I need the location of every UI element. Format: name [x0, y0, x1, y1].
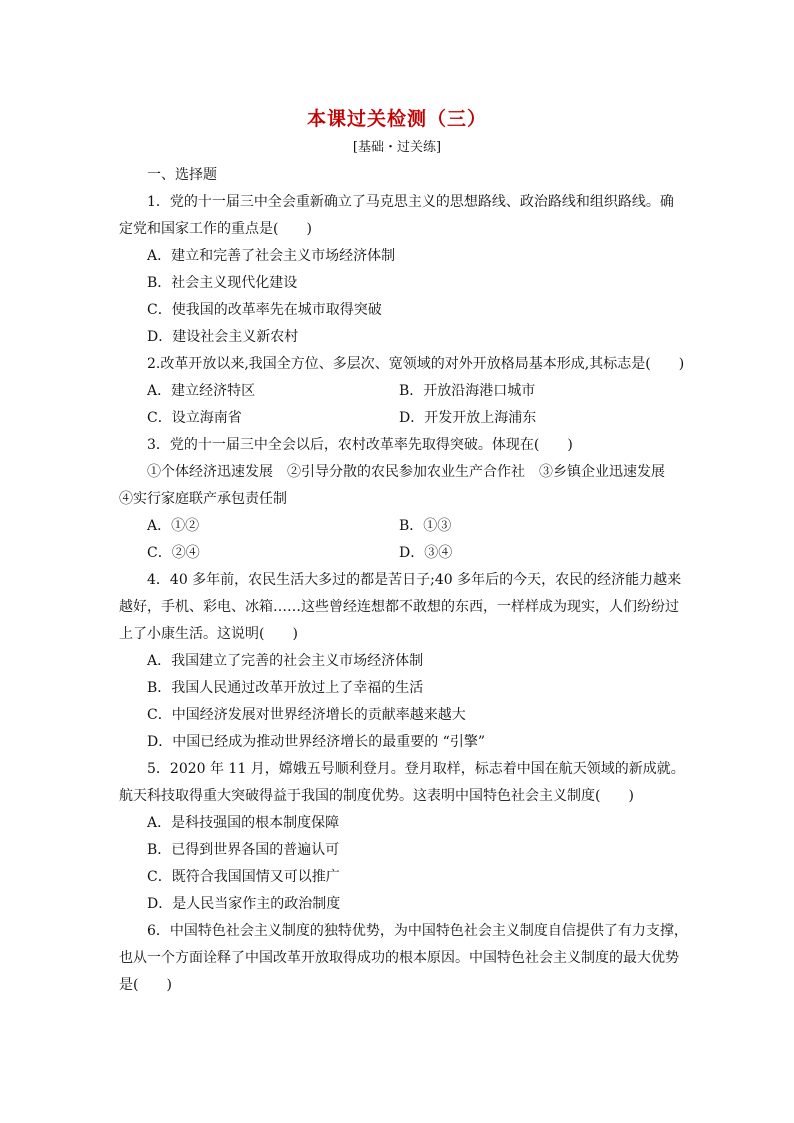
question-4-option-b: B．我国人民通过改革开放过上了幸福的生活 [147, 680, 424, 696]
question-4-option-c: C．中国经济发展对世界经济增长的贡献率越来越大 [147, 707, 466, 723]
question-1-stem-cont: 定党和国家工作的重点是( ) [119, 221, 312, 237]
page-subtitle: [基础・过关练] [352, 140, 442, 155]
question-4-stem-cont-1: 越好，手机、彩电、冰箱……这些曾经连想都不敢想的东西，一样样成为现实，人们纷纷过 [119, 599, 679, 615]
question-3-option-a: A．①② [147, 518, 200, 534]
question-6-stem-cont-2: 是( ) [119, 977, 172, 993]
question-3-statements: ①个体经济迅速发展 ②引导分散的农民参加农业生产合作社 ③乡镇企业迅速发展 [147, 464, 665, 480]
question-5-stem: 5．2020 年 11 月，嫦娥五号顺利登月。登月取样，标志着中国在航天领域的新成就。 [147, 761, 685, 777]
question-1-option-b: B．社会主义现代化建设 [147, 275, 298, 291]
question-3-statements-cont: ④实行家庭联产承包责任制 [119, 491, 287, 507]
question-1-stem: 1．党的十一届三中全会重新确立了马克思主义的思想路线、政治路线和组织路线。确 [147, 194, 674, 210]
question-2-option-a: A．建立经济特区 [147, 383, 256, 399]
question-1-option-a: A．建立和完善了社会主义市场经济体制 [147, 248, 396, 264]
question-1-option-d: D．建设社会主义新农村 [147, 329, 299, 345]
question-5-option-c: C．既符合我国国情又可以推广 [147, 869, 340, 885]
question-3-options-row-1 [119, 513, 679, 540]
question-4-option-a: A．我国建立了完善的社会主义市场经济体制 [147, 653, 424, 669]
question-2-options-row-2 [119, 405, 679, 432]
question-2-stem: 2.改革开放以来,我国全方位、多层次、宽领域的对外开放格局基本形成,其标志是( ) [147, 356, 685, 372]
question-4-stem-cont-2: 上了小康生活。这说明( ) [119, 626, 298, 642]
question-5-option-d: D．是人民当家作主的政治制度 [147, 896, 341, 912]
question-3-options-row-2 [119, 540, 679, 567]
question-5-option-a: A．是科技强国的根本制度保障 [147, 815, 340, 831]
question-list [119, 162, 688, 999]
question-4-stem: 4．40 多年前，农民生活大多过的都是苦日子;40 多年后的今天，农民的经济能力越来 [147, 572, 682, 588]
question-3-option-d: D．③④ [399, 545, 453, 561]
page-title: 本课过关检测（三） [306, 108, 487, 130]
question-2-option-b: B．开放沿海港口城市 [399, 383, 536, 399]
question-5-option-b: B．已得到世界各国的普遍认可 [147, 842, 340, 858]
question-6-stem: 6．中国特色社会主义制度的独特优势，为中国特色社会主义制度自信提供了有力支撑， [147, 923, 688, 939]
question-2-option-d: D．开发开放上海浦东 [399, 410, 537, 426]
question-2-options-row-1 [119, 378, 679, 405]
question-3-stem: 3．党的十一届三中全会以后，农村改革率先取得突破。体现在( ) [147, 437, 573, 453]
question-3-option-b: B．①③ [399, 518, 452, 534]
question-3-option-c: C．②④ [147, 545, 200, 561]
question-2-option-c: C．设立海南省 [147, 410, 242, 426]
question-5-stem-cont: 航天科技取得重大突破得益于我国的制度优势。这表明中国特色社会主义制度( ) [119, 788, 634, 804]
section-heading: 一、选择题 [147, 167, 217, 183]
question-1-option-c: C．使我国的改革率先在城市取得突破 [147, 302, 382, 318]
question-6-stem-cont-1: 也从一个方面诠释了中国改革开放取得成功的根本原因。中国特色社会主义制度的最大优势 [119, 950, 679, 966]
question-4-option-d: D．中国已经成为推动世界经济增长的最重要的 “引擎” [147, 734, 485, 750]
